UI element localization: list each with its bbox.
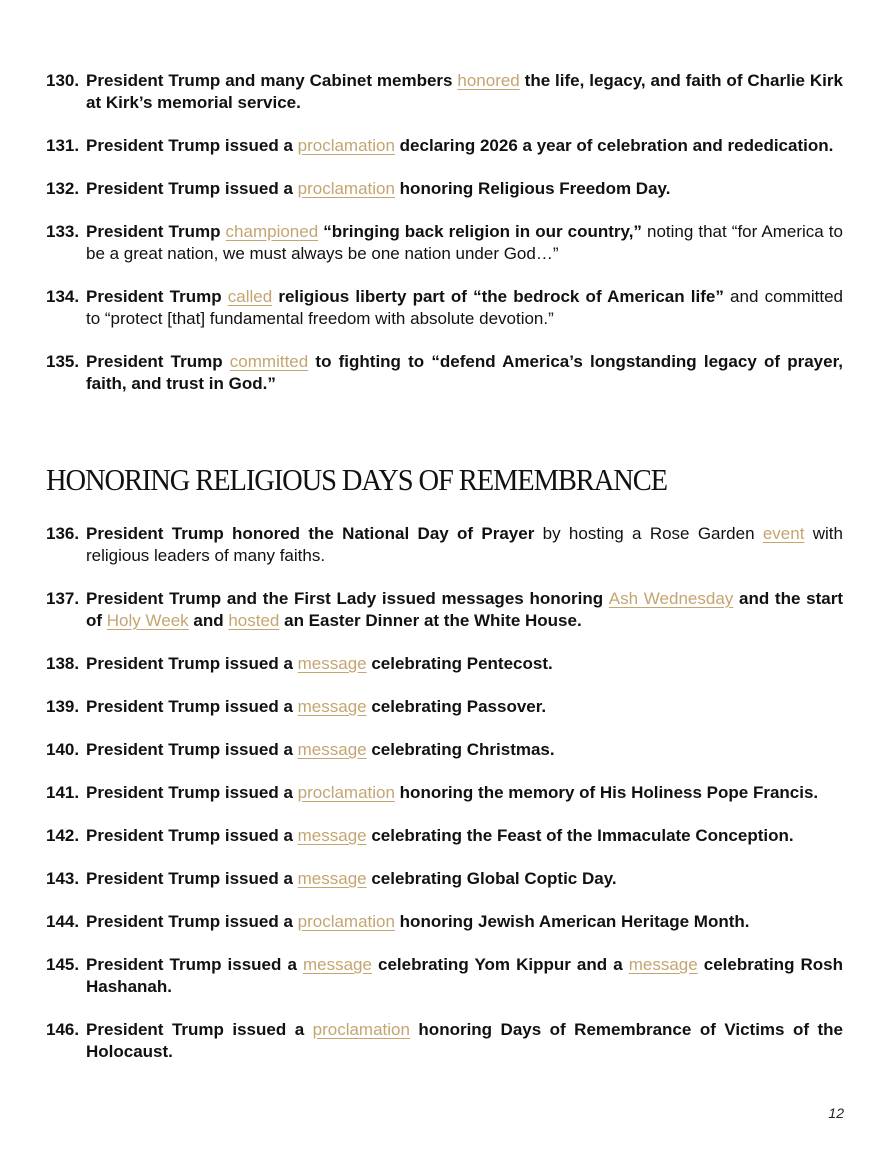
list-item-133 bbox=[46, 221, 843, 265]
holy-week-link[interactable]: Holy Week bbox=[106, 611, 189, 630]
message-link[interactable]: message bbox=[297, 869, 367, 888]
message-link[interactable]: message bbox=[628, 955, 698, 974]
section-heading: HONORING RELIGIOUS DAYS OF REMEMBRANCE bbox=[46, 462, 667, 497]
item-text: President Trump issued a bbox=[86, 179, 298, 198]
item-number: 138. bbox=[46, 654, 80, 673]
item-number: 143. bbox=[46, 869, 80, 888]
item-text: celebrating Yom Kippur and a bbox=[371, 955, 629, 974]
championed-link[interactable]: championed bbox=[225, 222, 319, 241]
item-text: President Trump issued a bbox=[86, 740, 298, 759]
item-text: President Trump issued a bbox=[86, 783, 298, 802]
list-item-139 bbox=[46, 696, 843, 718]
proclamation-link[interactable]: proclamation bbox=[297, 912, 395, 931]
list-item-141 bbox=[46, 782, 843, 804]
list-item-130 bbox=[46, 70, 843, 114]
item-number: 135. bbox=[46, 352, 80, 371]
proclamation-link[interactable]: proclamation bbox=[297, 136, 395, 155]
list-item-143 bbox=[46, 868, 843, 890]
message-link[interactable]: message bbox=[297, 740, 367, 759]
item-number: 134. bbox=[46, 287, 80, 306]
item-text: President Trump issued a bbox=[86, 136, 298, 155]
item-text: President Trump issued a bbox=[86, 1020, 313, 1039]
honored-link[interactable]: honored bbox=[457, 71, 520, 90]
list-item-135 bbox=[46, 351, 843, 395]
item-text: President Trump issued a bbox=[86, 654, 298, 673]
item-number: 141. bbox=[46, 783, 80, 802]
item-text: President Trump honored the National Day of Prayer bbox=[86, 524, 535, 543]
accomplishments-list-1 bbox=[46, 70, 843, 416]
list-item-140 bbox=[46, 739, 843, 761]
item-text: celebrating Global Coptic Day. bbox=[366, 869, 617, 888]
item-number: 142. bbox=[46, 826, 80, 845]
page-number: 12 bbox=[828, 1105, 844, 1121]
message-link[interactable]: message bbox=[297, 826, 367, 845]
item-text: President Trump and the First Lady issued messages honoring bbox=[86, 589, 609, 608]
message-link[interactable]: message bbox=[297, 654, 367, 673]
committed-link[interactable]: committed bbox=[229, 352, 309, 371]
item-number: 131. bbox=[46, 136, 80, 155]
item-text: celebrating Rosh Hashanah. bbox=[86, 955, 844, 996]
item-text: the life, legacy, and faith of Charlie Kirk at Kirk’s memorial service. bbox=[86, 71, 843, 112]
list-item-136 bbox=[46, 523, 843, 567]
item-quote: “bringing back religion in our country,” bbox=[318, 222, 642, 241]
item-number: 136. bbox=[46, 524, 80, 543]
item-text: President Trump bbox=[86, 287, 228, 306]
list-item-138 bbox=[46, 653, 843, 675]
list-item-146 bbox=[46, 1019, 843, 1063]
proclamation-link[interactable]: proclamation bbox=[312, 1020, 410, 1039]
item-text: celebrating the Feast of the Immaculate Conception. bbox=[366, 826, 794, 845]
list-item-134 bbox=[46, 286, 843, 330]
item-text: President Trump issued a bbox=[86, 912, 298, 931]
item-text: President Trump issued a bbox=[86, 697, 298, 716]
message-link[interactable]: message bbox=[302, 955, 372, 974]
ash-wednesday-link[interactable]: Ash Wednesday bbox=[608, 589, 734, 608]
item-number: 132. bbox=[46, 179, 80, 198]
item-number: 146. bbox=[46, 1020, 80, 1039]
item-text: celebrating Christmas. bbox=[366, 740, 555, 759]
proclamation-link[interactable]: proclamation bbox=[297, 179, 395, 198]
item-text: President Trump issued a bbox=[86, 826, 298, 845]
item-text: and the start of bbox=[86, 589, 843, 630]
item-number: 145. bbox=[46, 955, 80, 974]
item-text: President Trump bbox=[86, 352, 230, 371]
list-item-142 bbox=[46, 825, 843, 847]
hosted-link[interactable]: hosted bbox=[228, 611, 280, 630]
item-number: 144. bbox=[46, 912, 80, 931]
item-text: President Trump issued a bbox=[86, 869, 298, 888]
list-item-145 bbox=[46, 954, 843, 998]
item-text: and bbox=[188, 611, 229, 630]
list-item-144 bbox=[46, 911, 843, 933]
item-text: honoring Religious Freedom Day. bbox=[394, 179, 671, 198]
item-text: to fighting to “defend America’s longstanding legacy of prayer, faith, and trust in God.” bbox=[86, 352, 843, 393]
item-text: President Trump issued a bbox=[86, 955, 303, 974]
item-text-regular: noting that “for America to be a great nation, we must always be one nation under God…” bbox=[86, 222, 843, 263]
item-text: an Easter Dinner at the White House. bbox=[279, 611, 582, 630]
item-text: honoring Days of Remembrance of Victims of the Holocaust. bbox=[86, 1020, 843, 1061]
list-item-131 bbox=[46, 135, 843, 157]
item-number: 140. bbox=[46, 740, 80, 759]
item-number: 133. bbox=[46, 222, 80, 241]
item-text: celebrating Pentecost. bbox=[366, 654, 553, 673]
list-item-137 bbox=[46, 588, 843, 632]
item-text: celebrating Passover. bbox=[366, 697, 547, 716]
item-text: honoring Jewish American Heritage Month. bbox=[394, 912, 750, 931]
item-number: 130. bbox=[46, 71, 80, 90]
list-item-132 bbox=[46, 178, 843, 200]
proclamation-link[interactable]: proclamation bbox=[297, 783, 395, 802]
item-number: 137. bbox=[46, 589, 80, 608]
accomplishments-list-2 bbox=[46, 523, 843, 1084]
item-text: honoring the memory of His Holiness Pope Francis. bbox=[394, 783, 819, 802]
item-text-regular: and committed to “protect [that] fundamental freedom with absolute devotion.” bbox=[86, 287, 843, 328]
message-link[interactable]: message bbox=[297, 697, 367, 716]
item-text: President Trump and many Cabinet members bbox=[86, 71, 458, 90]
item-text-regular: by hosting a Rose Garden bbox=[534, 524, 763, 543]
item-text: President Trump bbox=[86, 222, 226, 241]
called-link[interactable]: called bbox=[227, 287, 273, 306]
event-link[interactable]: event bbox=[762, 524, 805, 543]
item-text: declaring 2026 a year of celebration and rededication. bbox=[394, 136, 834, 155]
item-number: 139. bbox=[46, 697, 80, 716]
item-text-regular: with religious leaders of many faiths. bbox=[86, 524, 843, 565]
item-quote: religious liberty part of “the bedrock of American life” bbox=[272, 287, 724, 306]
